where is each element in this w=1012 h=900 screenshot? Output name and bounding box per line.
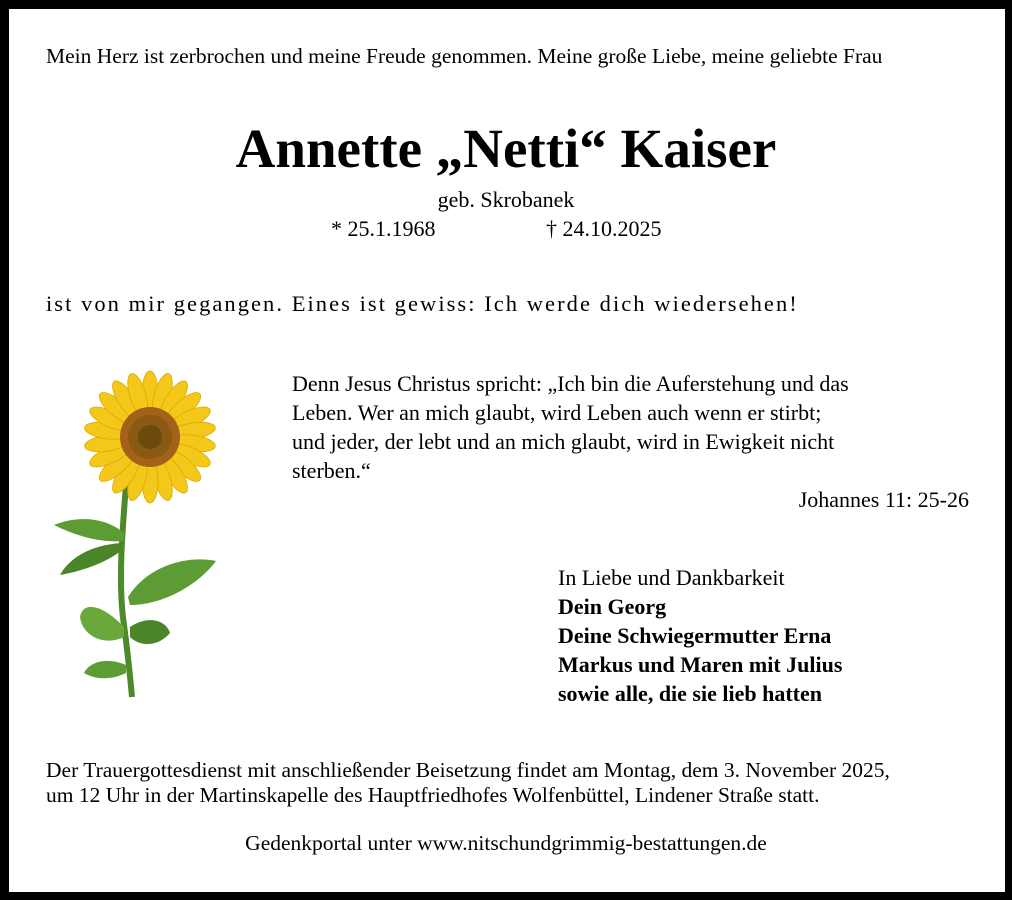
service-line: Der Trauergottesdienst mit anschließender Beisetzung findet am Montag, dem 3. November 2025, bbox=[46, 758, 890, 782]
verse-line: und jeder, der lebt und an mich glaubt, wird in Ewigkeit nicht bbox=[292, 429, 835, 454]
memorial-portal-link[interactable]: Gedenkportal unter www.nitschundgrimmig-bestattungen.de bbox=[245, 831, 767, 855]
mourner-line: Markus und Maren mit Julius bbox=[558, 652, 843, 677]
verse-line: sterben.“ bbox=[292, 458, 371, 483]
sunflower-icon bbox=[48, 365, 220, 705]
mourner-line: Deine Schwiegermutter Erna bbox=[558, 623, 832, 648]
service-line: um 12 Uhr in der Martinskapelle des Hauptfriedhofes Wolfenbüttel, Lindener Straße statt. bbox=[46, 783, 820, 807]
bible-verse bbox=[292, 369, 849, 485]
verse-reference: Johannes 11: 25-26 bbox=[798, 487, 969, 512]
mourner-line: Dein Georg bbox=[558, 594, 667, 619]
service-info bbox=[46, 758, 890, 808]
intro-text: Mein Herz ist zerbrochen und meine Freude genommen. Meine große Liebe, meine geliebte Frau bbox=[46, 44, 883, 68]
mourners-intro: In Liebe und Dankbarkeit bbox=[558, 565, 785, 590]
farewell-line: ist von mir gegangen. Eines ist gewiss: Ich werde dich wiedersehen! bbox=[46, 291, 799, 316]
birth-date: * 25.1.1968 bbox=[331, 216, 436, 241]
death-date: † 24.10.2025 bbox=[546, 216, 662, 241]
verse-line: Denn Jesus Christus spricht: „Ich bin die Auferstehung und das bbox=[292, 371, 849, 396]
verse-line: Leben. Wer an mich glaubt, wird Leben auch wenn er stirbt; bbox=[292, 400, 822, 425]
birth-name: geb. Skrobanek bbox=[437, 187, 575, 212]
mourner-line: sowie alle, die sie lieb hatten bbox=[558, 681, 822, 706]
mourners-block bbox=[558, 563, 842, 708]
deceased-name: Annette „Netti“ Kaiser bbox=[235, 118, 777, 179]
